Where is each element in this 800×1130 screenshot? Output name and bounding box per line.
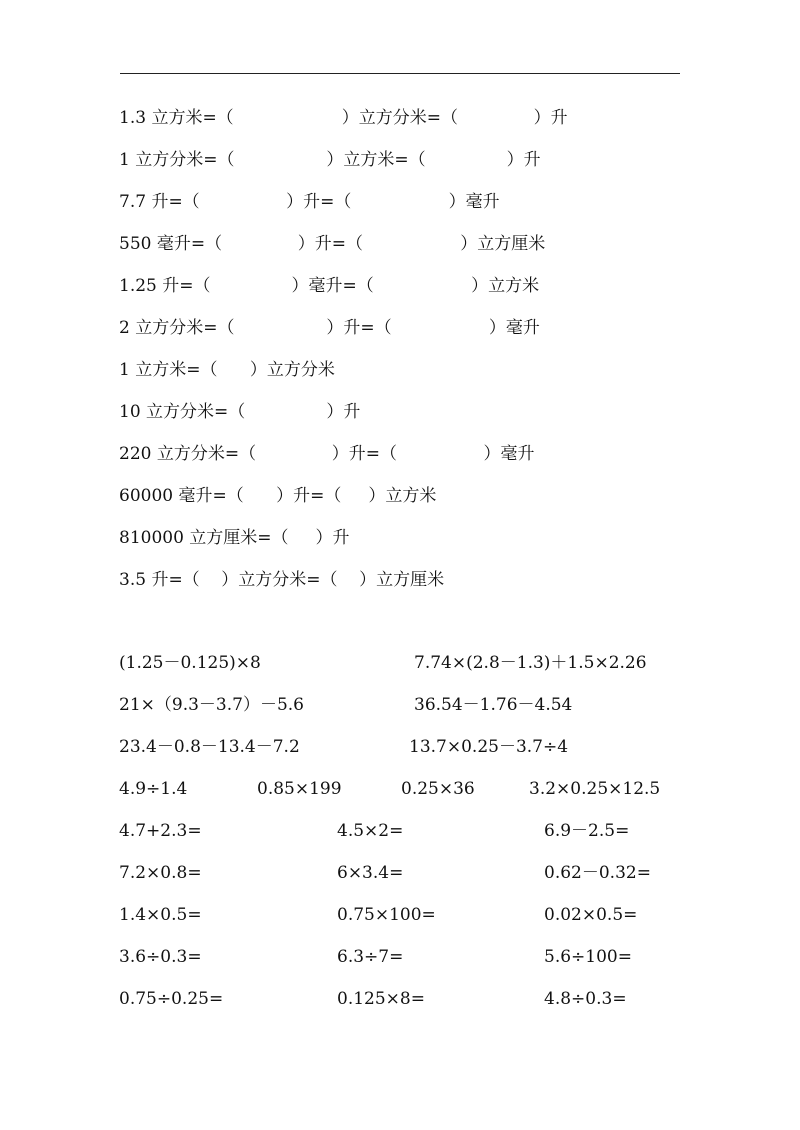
- conversion-line: 1 立方分米=（ ）立方米=（ ）升: [119, 150, 541, 170]
- oral-problem: 7.2×0.8=: [119, 863, 202, 883]
- oral-problem: 0.62－0.32=: [544, 863, 651, 883]
- oral-problem: 6×3.4=: [337, 863, 404, 883]
- oral-problem: 1.4×0.5=: [119, 905, 202, 925]
- expression: (1.25－0.125)×8: [119, 653, 261, 673]
- top-rule: [120, 73, 680, 74]
- oral-problem: 4.8÷0.3=: [544, 989, 627, 1009]
- conversion-line: 1 立方米=（ ）立方分米: [119, 360, 335, 380]
- conversion-line: 10 立方分米=（ ）升: [119, 402, 361, 422]
- oral-problem: 4.7+2.3=: [119, 821, 202, 841]
- conversion-line: 810000 立方厘米=（ ）升: [119, 528, 350, 548]
- oral-problem: 6.3÷7=: [337, 947, 404, 967]
- oral-problem: 0.75÷0.25=: [119, 989, 224, 1009]
- conversion-line: 1.25 升=（ ）毫升=（ ）立方米: [119, 276, 540, 296]
- expression: 4.9÷1.4: [119, 779, 188, 799]
- conversion-line: 220 立方分米=（ ）升=（ ）毫升: [119, 444, 535, 464]
- expression: 0.25×36: [401, 779, 475, 799]
- conversion-line: 2 立方分米=（ ）升=（ ）毫升: [119, 318, 540, 338]
- oral-problem: 3.6÷0.3=: [119, 947, 202, 967]
- oral-problem: 0.02×0.5=: [544, 905, 638, 925]
- expression: 0.85×199: [257, 779, 342, 799]
- oral-problem: 0.125×8=: [337, 989, 425, 1009]
- oral-problem: 4.5×2=: [337, 821, 404, 841]
- conversion-line: 7.7 升=（ ）升=（ ）毫升: [119, 192, 500, 212]
- oral-problem: 5.6÷100=: [544, 947, 632, 967]
- expression: 13.7×0.25－3.7÷4: [409, 737, 569, 757]
- oral-problem: 6.9－2.5=: [544, 821, 630, 841]
- conversion-line: 60000 毫升=（ ）升=（ ）立方米: [119, 486, 437, 506]
- expression: 3.2×0.25×12.5: [529, 779, 661, 799]
- expression: 7.74×(2.8－1.3)＋1.5×2.26: [414, 653, 647, 673]
- conversion-line: 550 毫升=（ ）升=（ ）立方厘米: [119, 234, 546, 254]
- expression: 23.4－0.8－13.4－7.2: [119, 737, 300, 757]
- expression: 21×（9.3－3.7）－5.6: [119, 695, 304, 715]
- conversion-line: 1.3 立方米=（ ）立方分米=（ ）升: [119, 108, 568, 128]
- conversion-line: 3.5 升=（ ）立方分米=（ ）立方厘米: [119, 570, 445, 590]
- expression: 36.54－1.76－4.54: [414, 695, 573, 715]
- oral-problem: 0.75×100=: [337, 905, 436, 925]
